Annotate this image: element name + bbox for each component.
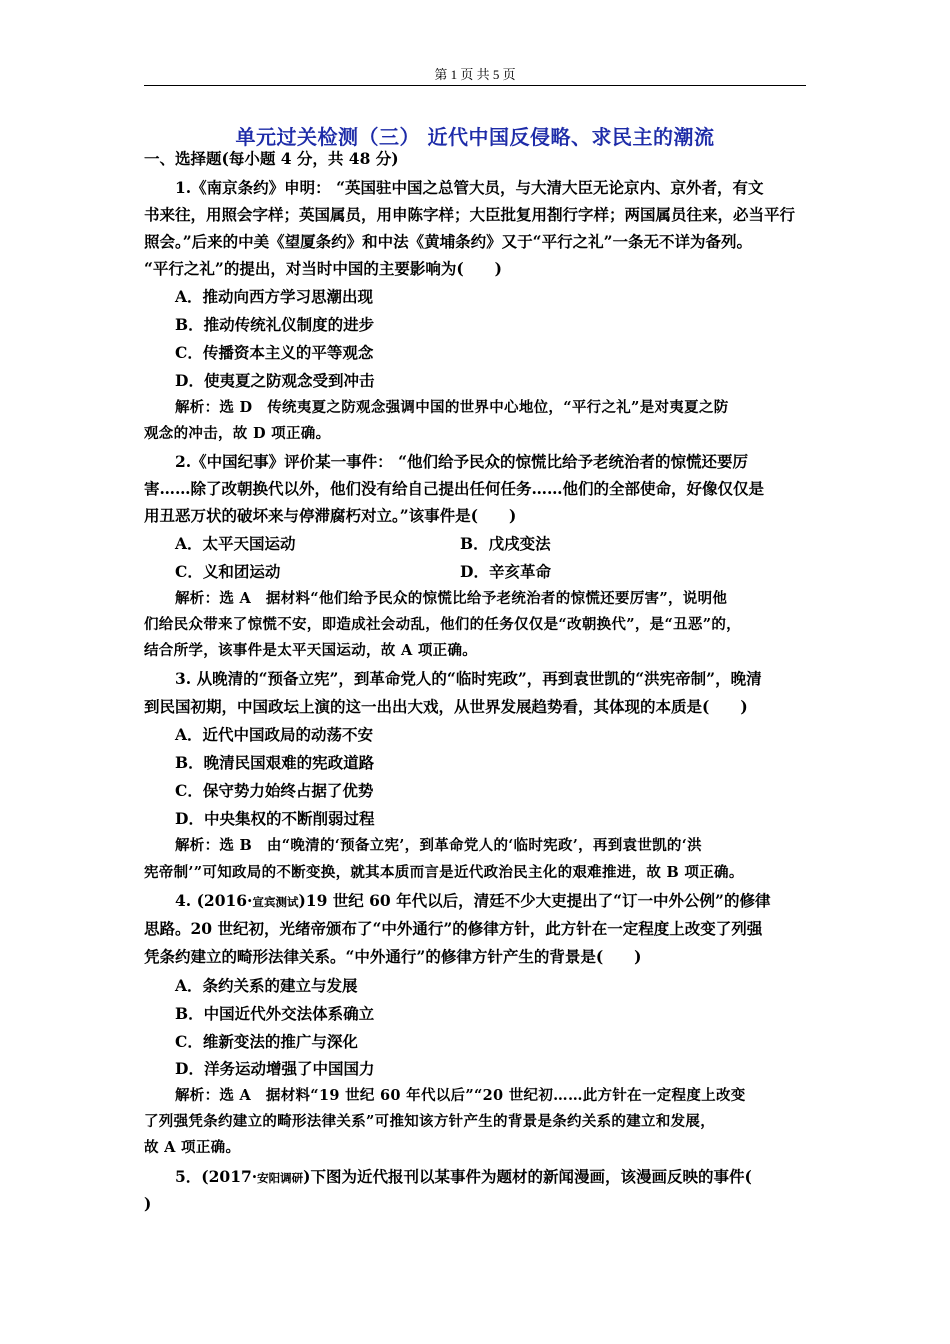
q2-analysis-1: 解析：选 A 据材料“他们给予民众的惊慌比给予老统治者的惊慌还要厉害”，说明他 bbox=[175, 590, 728, 607]
q1-option-a: A．推动向西方学习思潮出现 bbox=[175, 287, 374, 306]
q3-line-2: 到民国初期，中国政坛上演的这一出出大戏，从世界发展趋势看，其体现的本质是( ) bbox=[144, 697, 748, 716]
q4-line-1 bbox=[175, 891, 770, 912]
q3-line-1: 3. 从晚清的“预备立宪”，到革命党人的“临时宪政”，再到袁世凯的“洪宪帝制”，晚清 bbox=[175, 669, 762, 688]
q4-option-d: D．洋务运动增强了中国国力 bbox=[175, 1059, 375, 1078]
q4-analysis-3: 故 A 项正确。 bbox=[144, 1139, 241, 1156]
q4-line-1-text: )19 世纪 60 年代以后，清廷不少大吏提出了“订一中外公例”的修律 bbox=[298, 891, 771, 910]
q2-line-2: 害……除了改朝换代以外，他们没有给自己提出任何任务……他们的全部使命，好像仅仅是 bbox=[144, 479, 765, 498]
header-rule bbox=[144, 85, 806, 86]
q1-analysis-2: 观念的冲击，故 D 项正确。 bbox=[144, 425, 331, 442]
q3-option-d: D．中央集权的不断削弱过程 bbox=[175, 809, 375, 828]
q2-analysis-2: 们给民众带来了惊慌不安，即造成社会动乱，他们的任务仅仅是“改朝换代”，是“丑恶”的， bbox=[144, 616, 741, 633]
page-header: 第 1 页 共 5 页 bbox=[434, 67, 516, 82]
q2-option-a: A．太平天国运动 bbox=[175, 534, 296, 553]
q3-option-b: B．晚清民国艰难的宪政道路 bbox=[175, 753, 375, 772]
document-title: 单元过关检测（三） 近代中国反侵略、求民主的潮流 bbox=[235, 125, 715, 149]
q3-analysis-2: 宪帝制’”可知政局的不断变换，就其本质而言是近代政治民主化的艰难推进，故 B 项正确。 bbox=[144, 864, 744, 881]
q2-option-c: C．义和团运动 bbox=[175, 562, 281, 581]
q3-option-a: A．近代中国政局的动荡不安 bbox=[175, 725, 374, 744]
q1-line-2: 书来往，用照会字样；英国属员，用申陈字样；大臣批复用剳行字样；两国属员往来，必当平行 bbox=[144, 205, 796, 224]
q5-line-1 bbox=[175, 1167, 752, 1188]
q5-line-1-text: )下图为近代报刊以某事件为题材的新闻漫画，该漫画反映的事件( bbox=[303, 1167, 752, 1186]
q5-lead: 5．(2017· bbox=[175, 1167, 258, 1186]
q1-option-b: B．推动传统礼仪制度的进步 bbox=[175, 315, 375, 334]
q4-lead: 4. (2016· bbox=[175, 891, 253, 910]
q2-analysis-3: 结合所学，该事件是太平天国运动，故 A 项正确。 bbox=[144, 642, 478, 659]
q5-source: 安阳调研 bbox=[257, 1171, 304, 1185]
section-heading: 一、选择题(每小题 4 分，共 48 分) bbox=[144, 149, 399, 168]
q1-line-1: 1.《南京条约》申明： “英国驻中国之总管大员，与大清大臣无论京内、京外者，有文 bbox=[175, 178, 764, 197]
q5-line-2: ) bbox=[144, 1194, 152, 1213]
q1-line-4: “平行之礼”的提出，对当时中国的主要影响为( ) bbox=[144, 259, 503, 278]
q4-source: 宣宾测试 bbox=[252, 895, 299, 909]
q4-option-b: B．中国近代外交法体系确立 bbox=[175, 1004, 375, 1023]
q2-option-d: D．辛亥革命 bbox=[460, 562, 551, 581]
q1-option-c: C．传播资本主义的平等观念 bbox=[175, 343, 374, 362]
q3-analysis-1: 解析：选 B 由“晚清的‘预备立宪’，到革命党人的‘临时宪政’，再到袁世凯的‘洪 bbox=[175, 837, 702, 854]
q2-option-b: B．戊戌变法 bbox=[460, 534, 551, 553]
q4-option-a: A．条约关系的建立与发展 bbox=[175, 976, 358, 995]
q2-line-3: 用丑恶万状的破坏来与停滞腐朽对立。”该事件是( ) bbox=[144, 506, 517, 525]
q3-option-c: C．保守势力始终占据了优势 bbox=[175, 781, 374, 800]
q1-line-3: 照会。”后来的中美《望厦条约》和中法《黄埔条约》又于“平行之礼”一条无不详为备列。 bbox=[144, 232, 752, 251]
q4-analysis-1: 解析：选 A 据材料“19 世纪 60 年代以后”“20 世纪初……此方针在一定程度上改变 bbox=[175, 1087, 746, 1104]
q1-option-d: D．使夷夏之防观念受到冲击 bbox=[175, 371, 375, 390]
q4-option-c: C．维新变法的推广与深化 bbox=[175, 1032, 358, 1051]
q4-line-2: 思路。20 世纪初，光绪帝颁布了“中外通行”的修律方针，此方针在一定程度上改变了列强 bbox=[144, 919, 763, 938]
q1-analysis-1: 解析：选 D 传统夷夏之防观念强调中国的世界中心地位，“平行之礼”是对夷夏之防 bbox=[175, 399, 729, 416]
q4-line-3: 凭条约建立的畸形法律关系。“中外通行”的修律方针产生的背景是( ) bbox=[144, 947, 642, 966]
q2-line-1: 2.《中国纪事》评价某一事件： “他们给予民众的惊慌比给予老统治者的惊慌还要厉 bbox=[175, 452, 748, 471]
q4-analysis-2: 了列强凭条约建立的畸形法律关系”可推知该方针产生的背景是条约关系的建立和发展， bbox=[144, 1113, 716, 1130]
